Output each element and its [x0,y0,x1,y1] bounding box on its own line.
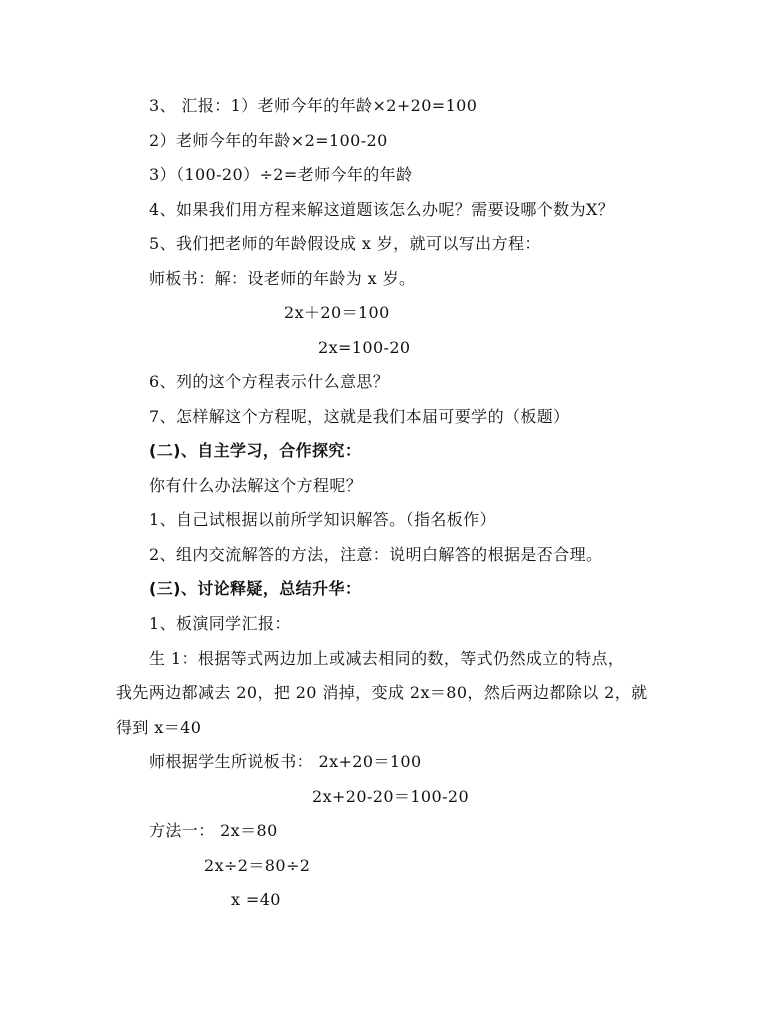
section-heading-2: (二)、自主学习，合作探究： [149,441,362,460]
question-line-4: 4、如果我们用方程来解这道题该怎么办呢？需要设哪个数为X？ [149,200,615,219]
section-heading-3: (三)、讨论释疑，总结升华： [149,579,362,598]
question-line-7: 7、怎样解这个方程呢，这就是我们本届可要学的（板题） [149,407,570,426]
question-line-6: 6、列的这个方程表示什么意思？ [149,372,390,391]
report-line-2: 2）老师今年的年龄×2=100-20 [149,131,388,150]
student-answer-line-3: 得到 x＝40 [116,718,202,737]
equation-line-2: 2x=100-20 [318,338,411,357]
teacher-board-line: 师根据学生所说板书： 2x+20＝100 [149,752,422,771]
question-line-5: 5、我们把老师的年龄假设成 x 岁，就可以写出方程： [149,234,541,253]
report-line-3: 3）（100-20）÷2=老师今年的年龄 [149,165,413,184]
student-answer-line-2: 我先两边都减去 20，把 20 消掉，变成 2x＝80，然后两边都除以 2，就 [116,683,648,702]
method-result-line: x =40 [231,890,281,909]
board-note-line: 师板书：解：设老师的年龄为 x 岁。 [149,269,416,288]
prompt-line: 你有什么办法解这个方程呢？ [149,476,363,495]
report-step-line: 1、板演同学汇报： [149,614,291,633]
method-step-line: 2x÷2＝80÷2 [204,856,311,875]
method-one-line: 方法一： 2x＝80 [149,821,278,840]
equation-line-1: 2x＋20＝100 [284,303,390,322]
report-line-1: 3、 汇报：1）老师今年的年龄×2+20=100 [149,96,478,115]
task-line-1: 1、自己试根据以前所学知识解答。（指名板作） [149,510,496,529]
task-line-2: 2、组内交流解答的方法，注意：说明白解答的根据是否合理。 [149,545,603,564]
student-answer-line-1: 生 1：根据等式两边加上或减去相同的数，等式仍然成立的特点， [149,649,625,668]
board-equation-line: 2x+20-20＝100-20 [312,787,470,806]
